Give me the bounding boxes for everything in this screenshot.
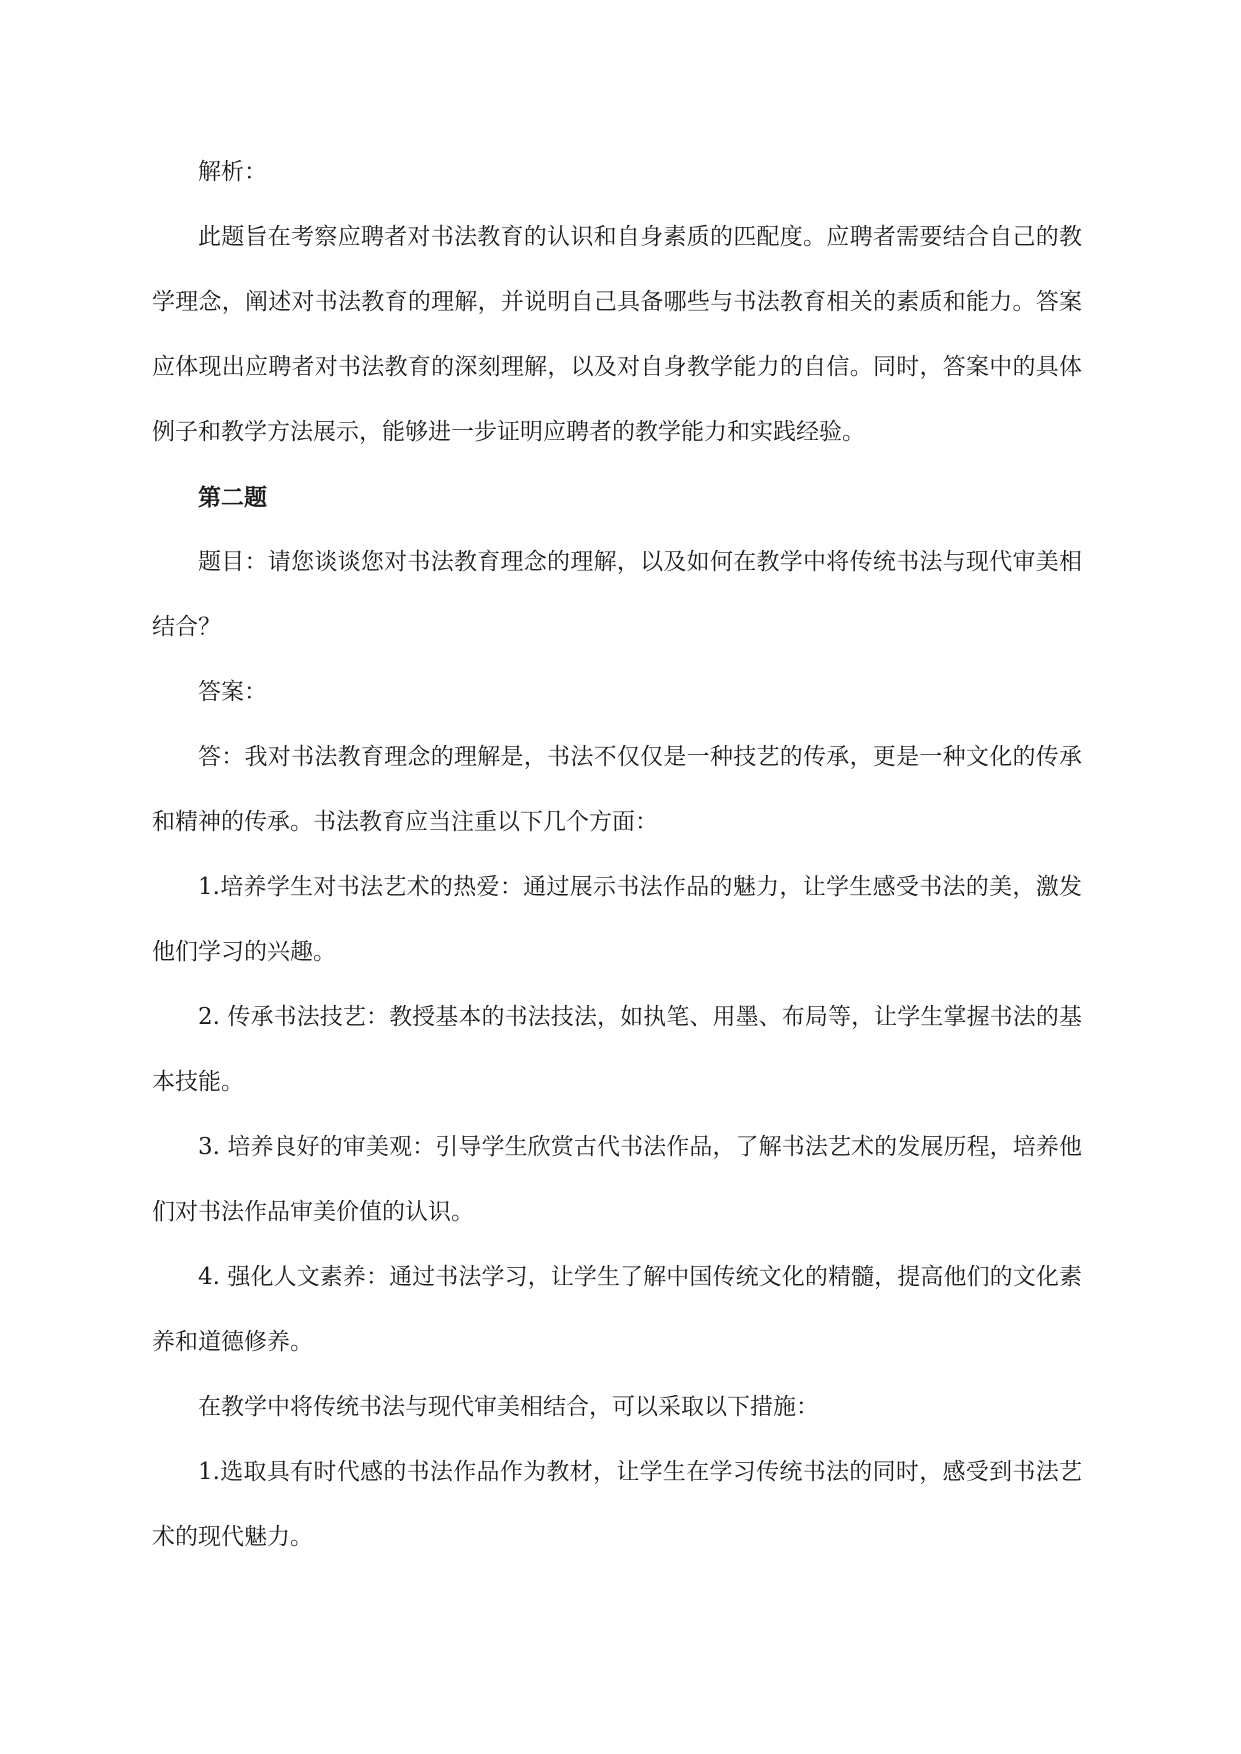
list-item: 4. 强化人文素养：通过书法学习，让学生了解中国传统文化的精髓，提高他们的文化素养和道德修养。 bbox=[152, 1264, 1082, 1355]
analysis-paragraph: 此题旨在考察应聘者对书法教育的认识和自身素质的匹配度。应聘者需要结合自己的教学理念，阐述对书法教育的理解，并说明自己具备哪些与书法教育相关的素质和能力。答案应体现出应聘者对书法教育的深刻理解，以及对自身教学能力的自信。同时，答案中的具体例子和教学方法展示，能够进一步证明应聘者的教学能力和实践经验。 bbox=[152, 224, 1082, 445]
list-item: 1.选取具有时代感的书法作品作为教材，让学生在学习传统书法的同时，感受到书法艺术的现代魅力。 bbox=[152, 1459, 1082, 1550]
question-heading: 第二题 bbox=[198, 484, 267, 511]
answer-label: 答案： bbox=[198, 679, 267, 705]
list-item: 3. 培养良好的审美观：引导学生欣赏古代书法作品，了解书法艺术的发展历程，培养他们对书法作品审美价值的认识。 bbox=[152, 1134, 1082, 1225]
question-prompt: 题目：请您谈谈您对书法教育理念的理解，以及如何在教学中将传统书法与现代审美相结合？ bbox=[152, 549, 1082, 640]
analysis-label: 解析： bbox=[198, 159, 267, 185]
list-item: 2. 传承书法技艺：教授基本的书法技法，如执笔、用墨、布局等，让学生掌握书法的基本技能。 bbox=[152, 1004, 1082, 1095]
list-item: 1.培养学生对书法艺术的热爱：通过展示书法作品的魅力，让学生感受书法的美，激发他们学习的兴趣。 bbox=[152, 874, 1082, 965]
document-body bbox=[152, 140, 1082, 1570]
answer-intro: 答：我对书法教育理念的理解是，书法不仅仅是一种技艺的传承，更是一种文化的传承和精神的传承。书法教育应当注重以下几个方面： bbox=[152, 744, 1082, 835]
measures-intro: 在教学中将传统书法与现代审美相结合，可以采取以下措施： bbox=[198, 1394, 819, 1420]
